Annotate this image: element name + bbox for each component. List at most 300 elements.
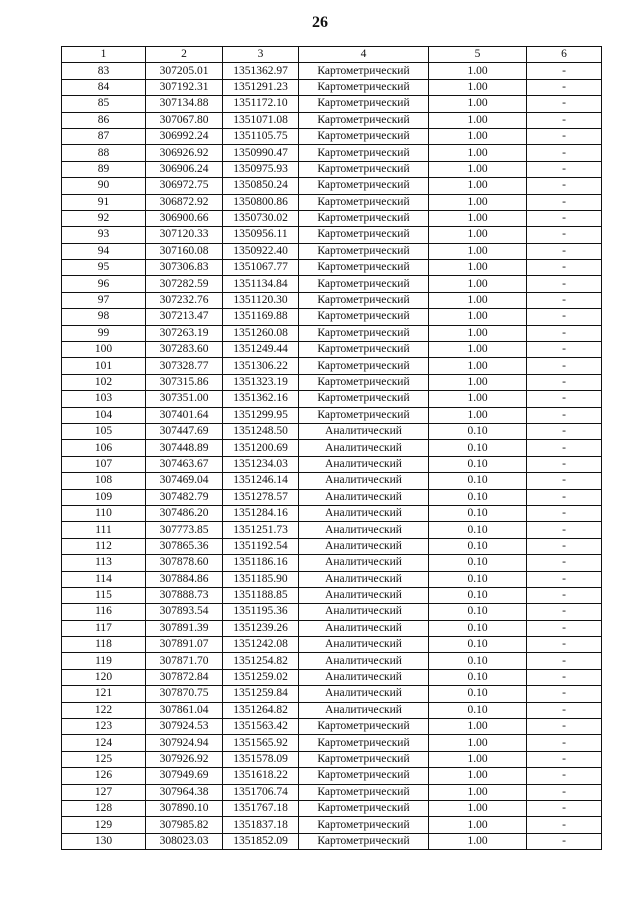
table-cell: 1.00 [429, 112, 527, 128]
table-row [62, 407, 602, 423]
table-cell: 1.00 [429, 751, 527, 767]
table-row [62, 227, 602, 243]
table-cell: Картометрический [299, 751, 429, 767]
table-cell: Аналитический [299, 440, 429, 456]
table-cell: 307891.07 [146, 637, 223, 653]
table-cell: 1350850.24 [223, 178, 299, 194]
table-cell: 1351195.36 [223, 604, 299, 620]
table-cell: 307871.70 [146, 653, 223, 669]
table-cell: 0.10 [429, 440, 527, 456]
table-cell: 1351306.22 [223, 358, 299, 374]
table-cell: 307192.31 [146, 79, 223, 95]
table-cell: - [527, 686, 602, 702]
table-cell: - [527, 79, 602, 95]
table-cell: 121 [62, 686, 146, 702]
table-cell: 122 [62, 702, 146, 718]
table-cell: 107 [62, 456, 146, 472]
table-cell: 1.00 [429, 358, 527, 374]
table-cell: Картометрический [299, 735, 429, 751]
table-cell: 118 [62, 637, 146, 653]
table-cell: 0.10 [429, 538, 527, 554]
table-cell: 103 [62, 391, 146, 407]
table-cell: 1351323.19 [223, 374, 299, 390]
table-row [62, 440, 602, 456]
table-cell: Аналитический [299, 587, 429, 603]
table-cell: Аналитический [299, 702, 429, 718]
table-cell: 1351259.02 [223, 669, 299, 685]
table-cell: 108 [62, 473, 146, 489]
table-cell: Картометрический [299, 800, 429, 816]
table-cell: - [527, 800, 602, 816]
table-cell: 1351188.85 [223, 587, 299, 603]
table-cell: 96 [62, 276, 146, 292]
table-cell: 0.10 [429, 686, 527, 702]
table-cell: 306972.75 [146, 178, 223, 194]
table-header-row [62, 47, 602, 63]
table-row [62, 260, 602, 276]
table-cell: 307949.69 [146, 768, 223, 784]
table-cell: 112 [62, 538, 146, 554]
coordinates-table [61, 46, 602, 850]
table-cell: Аналитический [299, 686, 429, 702]
table-cell: 1350800.86 [223, 194, 299, 210]
table-row [62, 768, 602, 784]
table-cell: 307315.86 [146, 374, 223, 390]
table-cell: 307890.10 [146, 800, 223, 816]
table-cell: 307463.67 [146, 456, 223, 472]
table-cell: 1351837.18 [223, 817, 299, 833]
table-cell: 1351260.08 [223, 325, 299, 341]
table-cell: Картометрический [299, 96, 429, 112]
table-cell: 1351563.42 [223, 719, 299, 735]
table-cell: - [527, 669, 602, 685]
table-cell: 1350990.47 [223, 145, 299, 161]
table-cell: 0.10 [429, 620, 527, 636]
table-cell: 119 [62, 653, 146, 669]
table-cell: - [527, 604, 602, 620]
table-row [62, 276, 602, 292]
table-cell: 1351706.74 [223, 784, 299, 800]
table-cell: 1351239.26 [223, 620, 299, 636]
table-cell: Аналитический [299, 505, 429, 521]
table-cell: 1351259.84 [223, 686, 299, 702]
table-cell: 1.00 [429, 276, 527, 292]
table-cell: Картометрический [299, 292, 429, 308]
table-cell: 0.10 [429, 505, 527, 521]
table-cell: 1351249.44 [223, 342, 299, 358]
table-cell: 1.00 [429, 833, 527, 849]
table-cell: - [527, 358, 602, 374]
table-cell: 87 [62, 128, 146, 144]
table-row [62, 309, 602, 325]
table-cell: 307482.79 [146, 489, 223, 505]
table-cell: 1351120.30 [223, 292, 299, 308]
table-cell: Картометрический [299, 260, 429, 276]
table-cell: 307447.69 [146, 423, 223, 439]
table-row [62, 571, 602, 587]
table-cell: - [527, 210, 602, 226]
table-cell: 83 [62, 63, 146, 79]
table-cell: 1.00 [429, 178, 527, 194]
table-cell: Аналитический [299, 473, 429, 489]
table-cell: 306900.66 [146, 210, 223, 226]
table-cell: 111 [62, 522, 146, 538]
table-cell: Картометрический [299, 817, 429, 833]
table-cell: Картометрический [299, 145, 429, 161]
table-cell: - [527, 178, 602, 194]
table-cell: Аналитический [299, 456, 429, 472]
table-row [62, 358, 602, 374]
table-cell: - [527, 522, 602, 538]
table-cell: 307872.84 [146, 669, 223, 685]
table-cell: - [527, 702, 602, 718]
table-row [62, 555, 602, 571]
table-row [62, 587, 602, 603]
table-row [62, 325, 602, 341]
table-cell: 1351071.08 [223, 112, 299, 128]
table-cell: 1351172.10 [223, 96, 299, 112]
table-cell: 1.00 [429, 342, 527, 358]
column-header: 3 [223, 47, 299, 63]
table-row [62, 374, 602, 390]
table-cell: 1.00 [429, 63, 527, 79]
table-cell: Картометрический [299, 63, 429, 79]
table-cell: 85 [62, 96, 146, 112]
table-cell: Картометрический [299, 719, 429, 735]
table-row [62, 669, 602, 685]
table-cell: 95 [62, 260, 146, 276]
table-cell: 1350975.93 [223, 161, 299, 177]
table-cell: - [527, 555, 602, 571]
table-cell: 1351618.22 [223, 768, 299, 784]
table-cell: 1351067.77 [223, 260, 299, 276]
table-row [62, 620, 602, 636]
table-row [62, 489, 602, 505]
table-cell: 84 [62, 79, 146, 95]
table-row [62, 243, 602, 259]
table-cell: 1351251.73 [223, 522, 299, 538]
table-cell: Картометрический [299, 178, 429, 194]
table-cell: - [527, 571, 602, 587]
table-cell: 88 [62, 145, 146, 161]
table-cell: 307926.92 [146, 751, 223, 767]
table-cell: 1.00 [429, 768, 527, 784]
table-cell: 307205.01 [146, 63, 223, 79]
table-cell: 1351264.82 [223, 702, 299, 718]
table-cell: 1351134.84 [223, 276, 299, 292]
table-cell: 0.10 [429, 669, 527, 685]
table-cell: 1.00 [429, 800, 527, 816]
table-cell: 91 [62, 194, 146, 210]
table-cell: 306906.24 [146, 161, 223, 177]
table-cell: 1.00 [429, 784, 527, 800]
table-cell: 307283.60 [146, 342, 223, 358]
table-cell: 307232.76 [146, 292, 223, 308]
table-cell: 102 [62, 374, 146, 390]
table-cell: 1.00 [429, 817, 527, 833]
table-cell: - [527, 784, 602, 800]
table-cell: 100 [62, 342, 146, 358]
table-cell: 307160.08 [146, 243, 223, 259]
table-cell: - [527, 473, 602, 489]
table-row [62, 817, 602, 833]
table-cell: Картометрический [299, 112, 429, 128]
table-cell: Аналитический [299, 538, 429, 554]
table-cell: 0.10 [429, 473, 527, 489]
column-header: 6 [527, 47, 602, 63]
table-cell: Картометрический [299, 194, 429, 210]
table-cell: - [527, 161, 602, 177]
table-cell: - [527, 391, 602, 407]
table-cell: 109 [62, 489, 146, 505]
table-cell: 306926.92 [146, 145, 223, 161]
table-cell: 1351242.08 [223, 637, 299, 653]
table-cell: - [527, 128, 602, 144]
table-cell: 1351186.16 [223, 555, 299, 571]
table-cell: - [527, 194, 602, 210]
table-cell: 0.10 [429, 423, 527, 439]
table-cell: - [527, 489, 602, 505]
table-cell: Аналитический [299, 555, 429, 571]
table-cell: - [527, 817, 602, 833]
table-cell: 1351278.57 [223, 489, 299, 505]
table-cell: 307120.33 [146, 227, 223, 243]
table-row [62, 178, 602, 194]
table-row [62, 833, 602, 849]
table-cell: 308023.03 [146, 833, 223, 849]
table-cell: 1.00 [429, 210, 527, 226]
table-row [62, 292, 602, 308]
table-cell: 1351299.95 [223, 407, 299, 423]
table-row [62, 194, 602, 210]
table-cell: 307888.73 [146, 587, 223, 603]
table-cell: 116 [62, 604, 146, 620]
table-cell: Аналитический [299, 637, 429, 653]
table-cell: Аналитический [299, 604, 429, 620]
table-cell: Картометрический [299, 391, 429, 407]
column-header: 1 [62, 47, 146, 63]
table-row [62, 686, 602, 702]
table-cell: Аналитический [299, 620, 429, 636]
table-row [62, 653, 602, 669]
table-cell: 0.10 [429, 587, 527, 603]
table-cell: Аналитический [299, 489, 429, 505]
table-cell: 0.10 [429, 653, 527, 669]
table-cell: Картометрический [299, 374, 429, 390]
table-row [62, 145, 602, 161]
table-cell: Аналитический [299, 522, 429, 538]
table-cell: 306992.24 [146, 128, 223, 144]
table-cell: 105 [62, 423, 146, 439]
table-cell: Картометрический [299, 407, 429, 423]
table-cell: - [527, 96, 602, 112]
table-cell: 307401.64 [146, 407, 223, 423]
table-cell: - [527, 112, 602, 128]
table-cell: 1.00 [429, 79, 527, 95]
table-cell: 1.00 [429, 374, 527, 390]
table-row [62, 604, 602, 620]
table-cell: - [527, 637, 602, 653]
table-cell: 1.00 [429, 719, 527, 735]
table-cell: 1351852.09 [223, 833, 299, 849]
table-cell: - [527, 292, 602, 308]
table-cell: 129 [62, 817, 146, 833]
table-cell: 110 [62, 505, 146, 521]
table-cell: - [527, 653, 602, 669]
table-cell: 90 [62, 178, 146, 194]
table-cell: 1.00 [429, 161, 527, 177]
table-cell: 1351192.54 [223, 538, 299, 554]
table-cell: 130 [62, 833, 146, 849]
table-row [62, 800, 602, 816]
table-cell: - [527, 505, 602, 521]
table-cell: 0.10 [429, 702, 527, 718]
table-cell: 307263.19 [146, 325, 223, 341]
table-cell: - [527, 538, 602, 554]
table-cell: 104 [62, 407, 146, 423]
table-cell: 1351234.03 [223, 456, 299, 472]
table-cell: - [527, 145, 602, 161]
table-row [62, 391, 602, 407]
table-cell: 307328.77 [146, 358, 223, 374]
table-cell: 307213.47 [146, 309, 223, 325]
table-cell: - [527, 260, 602, 276]
table-cell: 307878.60 [146, 555, 223, 571]
table-cell: 307773.85 [146, 522, 223, 538]
table-cell: 1.00 [429, 407, 527, 423]
table-cell: 1.00 [429, 194, 527, 210]
table-cell: - [527, 423, 602, 439]
table-cell: - [527, 768, 602, 784]
table-cell: 1350956.11 [223, 227, 299, 243]
table-cell: 0.10 [429, 555, 527, 571]
table-row [62, 538, 602, 554]
table-cell: 99 [62, 325, 146, 341]
table-cell: - [527, 276, 602, 292]
table-cell: 1.00 [429, 292, 527, 308]
table-cell: Аналитический [299, 669, 429, 685]
table-cell: Картометрический [299, 342, 429, 358]
table-cell: - [527, 620, 602, 636]
table-cell: 1351284.16 [223, 505, 299, 521]
table-cell: 1351246.14 [223, 473, 299, 489]
column-header: 4 [299, 47, 429, 63]
table-cell: 114 [62, 571, 146, 587]
table-cell: Картометрический [299, 161, 429, 177]
table-cell: 0.10 [429, 456, 527, 472]
table-cell: 101 [62, 358, 146, 374]
table-cell: 1351362.16 [223, 391, 299, 407]
table-cell: - [527, 243, 602, 259]
table-cell: Картометрический [299, 358, 429, 374]
table-cell: - [527, 719, 602, 735]
table-cell: 1.00 [429, 96, 527, 112]
table-cell: 1351767.18 [223, 800, 299, 816]
table-cell: 306872.92 [146, 194, 223, 210]
table-cell: Картометрический [299, 79, 429, 95]
table-cell: 97 [62, 292, 146, 308]
column-header: 5 [429, 47, 527, 63]
table-cell: 113 [62, 555, 146, 571]
table-cell: 92 [62, 210, 146, 226]
table-cell: 1351254.82 [223, 653, 299, 669]
table-cell: 0.10 [429, 489, 527, 505]
table-cell: - [527, 735, 602, 751]
table-cell: Картометрический [299, 325, 429, 341]
table-cell: 126 [62, 768, 146, 784]
table-cell: 89 [62, 161, 146, 177]
table-cell: 307448.89 [146, 440, 223, 456]
table-cell: 115 [62, 587, 146, 603]
table-cell: 117 [62, 620, 146, 636]
table-cell: 307306.83 [146, 260, 223, 276]
table-cell: - [527, 456, 602, 472]
table-body [62, 63, 602, 850]
table-cell: Картометрический [299, 243, 429, 259]
table-cell: 1351362.97 [223, 63, 299, 79]
table-row [62, 735, 602, 751]
table-cell: 307964.38 [146, 784, 223, 800]
table-row [62, 210, 602, 226]
table-cell: - [527, 309, 602, 325]
table-cell: 98 [62, 309, 146, 325]
table-cell: - [527, 833, 602, 849]
table-row [62, 522, 602, 538]
table-row [62, 96, 602, 112]
table-cell: 0.10 [429, 571, 527, 587]
table-cell: 1.00 [429, 243, 527, 259]
column-header: 2 [146, 47, 223, 63]
table-cell: - [527, 227, 602, 243]
table-cell: Картометрический [299, 784, 429, 800]
table-row [62, 79, 602, 95]
table-cell: Аналитический [299, 423, 429, 439]
table-cell: - [527, 407, 602, 423]
table-cell: 86 [62, 112, 146, 128]
table-cell: 124 [62, 735, 146, 751]
table-row [62, 63, 602, 79]
table-cell: 1.00 [429, 309, 527, 325]
table-cell: 93 [62, 227, 146, 243]
table-cell: Картометрический [299, 833, 429, 849]
table-row [62, 161, 602, 177]
table-cell: 1351248.50 [223, 423, 299, 439]
table-cell: 1.00 [429, 325, 527, 341]
table-cell: 1351200.69 [223, 440, 299, 456]
table-row [62, 702, 602, 718]
table-cell: 307893.54 [146, 604, 223, 620]
table-cell: 1351578.09 [223, 751, 299, 767]
table-cell: - [527, 63, 602, 79]
table-cell: Картометрический [299, 309, 429, 325]
table-cell: - [527, 751, 602, 767]
table-row [62, 342, 602, 358]
table-cell: 94 [62, 243, 146, 259]
table-cell: Аналитический [299, 653, 429, 669]
table-cell: 307134.88 [146, 96, 223, 112]
table-cell: 307884.86 [146, 571, 223, 587]
table-cell: Аналитический [299, 571, 429, 587]
table-cell: Картометрический [299, 227, 429, 243]
table-row [62, 473, 602, 489]
table-cell: Картометрический [299, 768, 429, 784]
table-cell: 106 [62, 440, 146, 456]
table-row [62, 128, 602, 144]
page-number: 26 [312, 14, 328, 31]
table-cell: 1.00 [429, 391, 527, 407]
table-row [62, 423, 602, 439]
table-cell: 127 [62, 784, 146, 800]
